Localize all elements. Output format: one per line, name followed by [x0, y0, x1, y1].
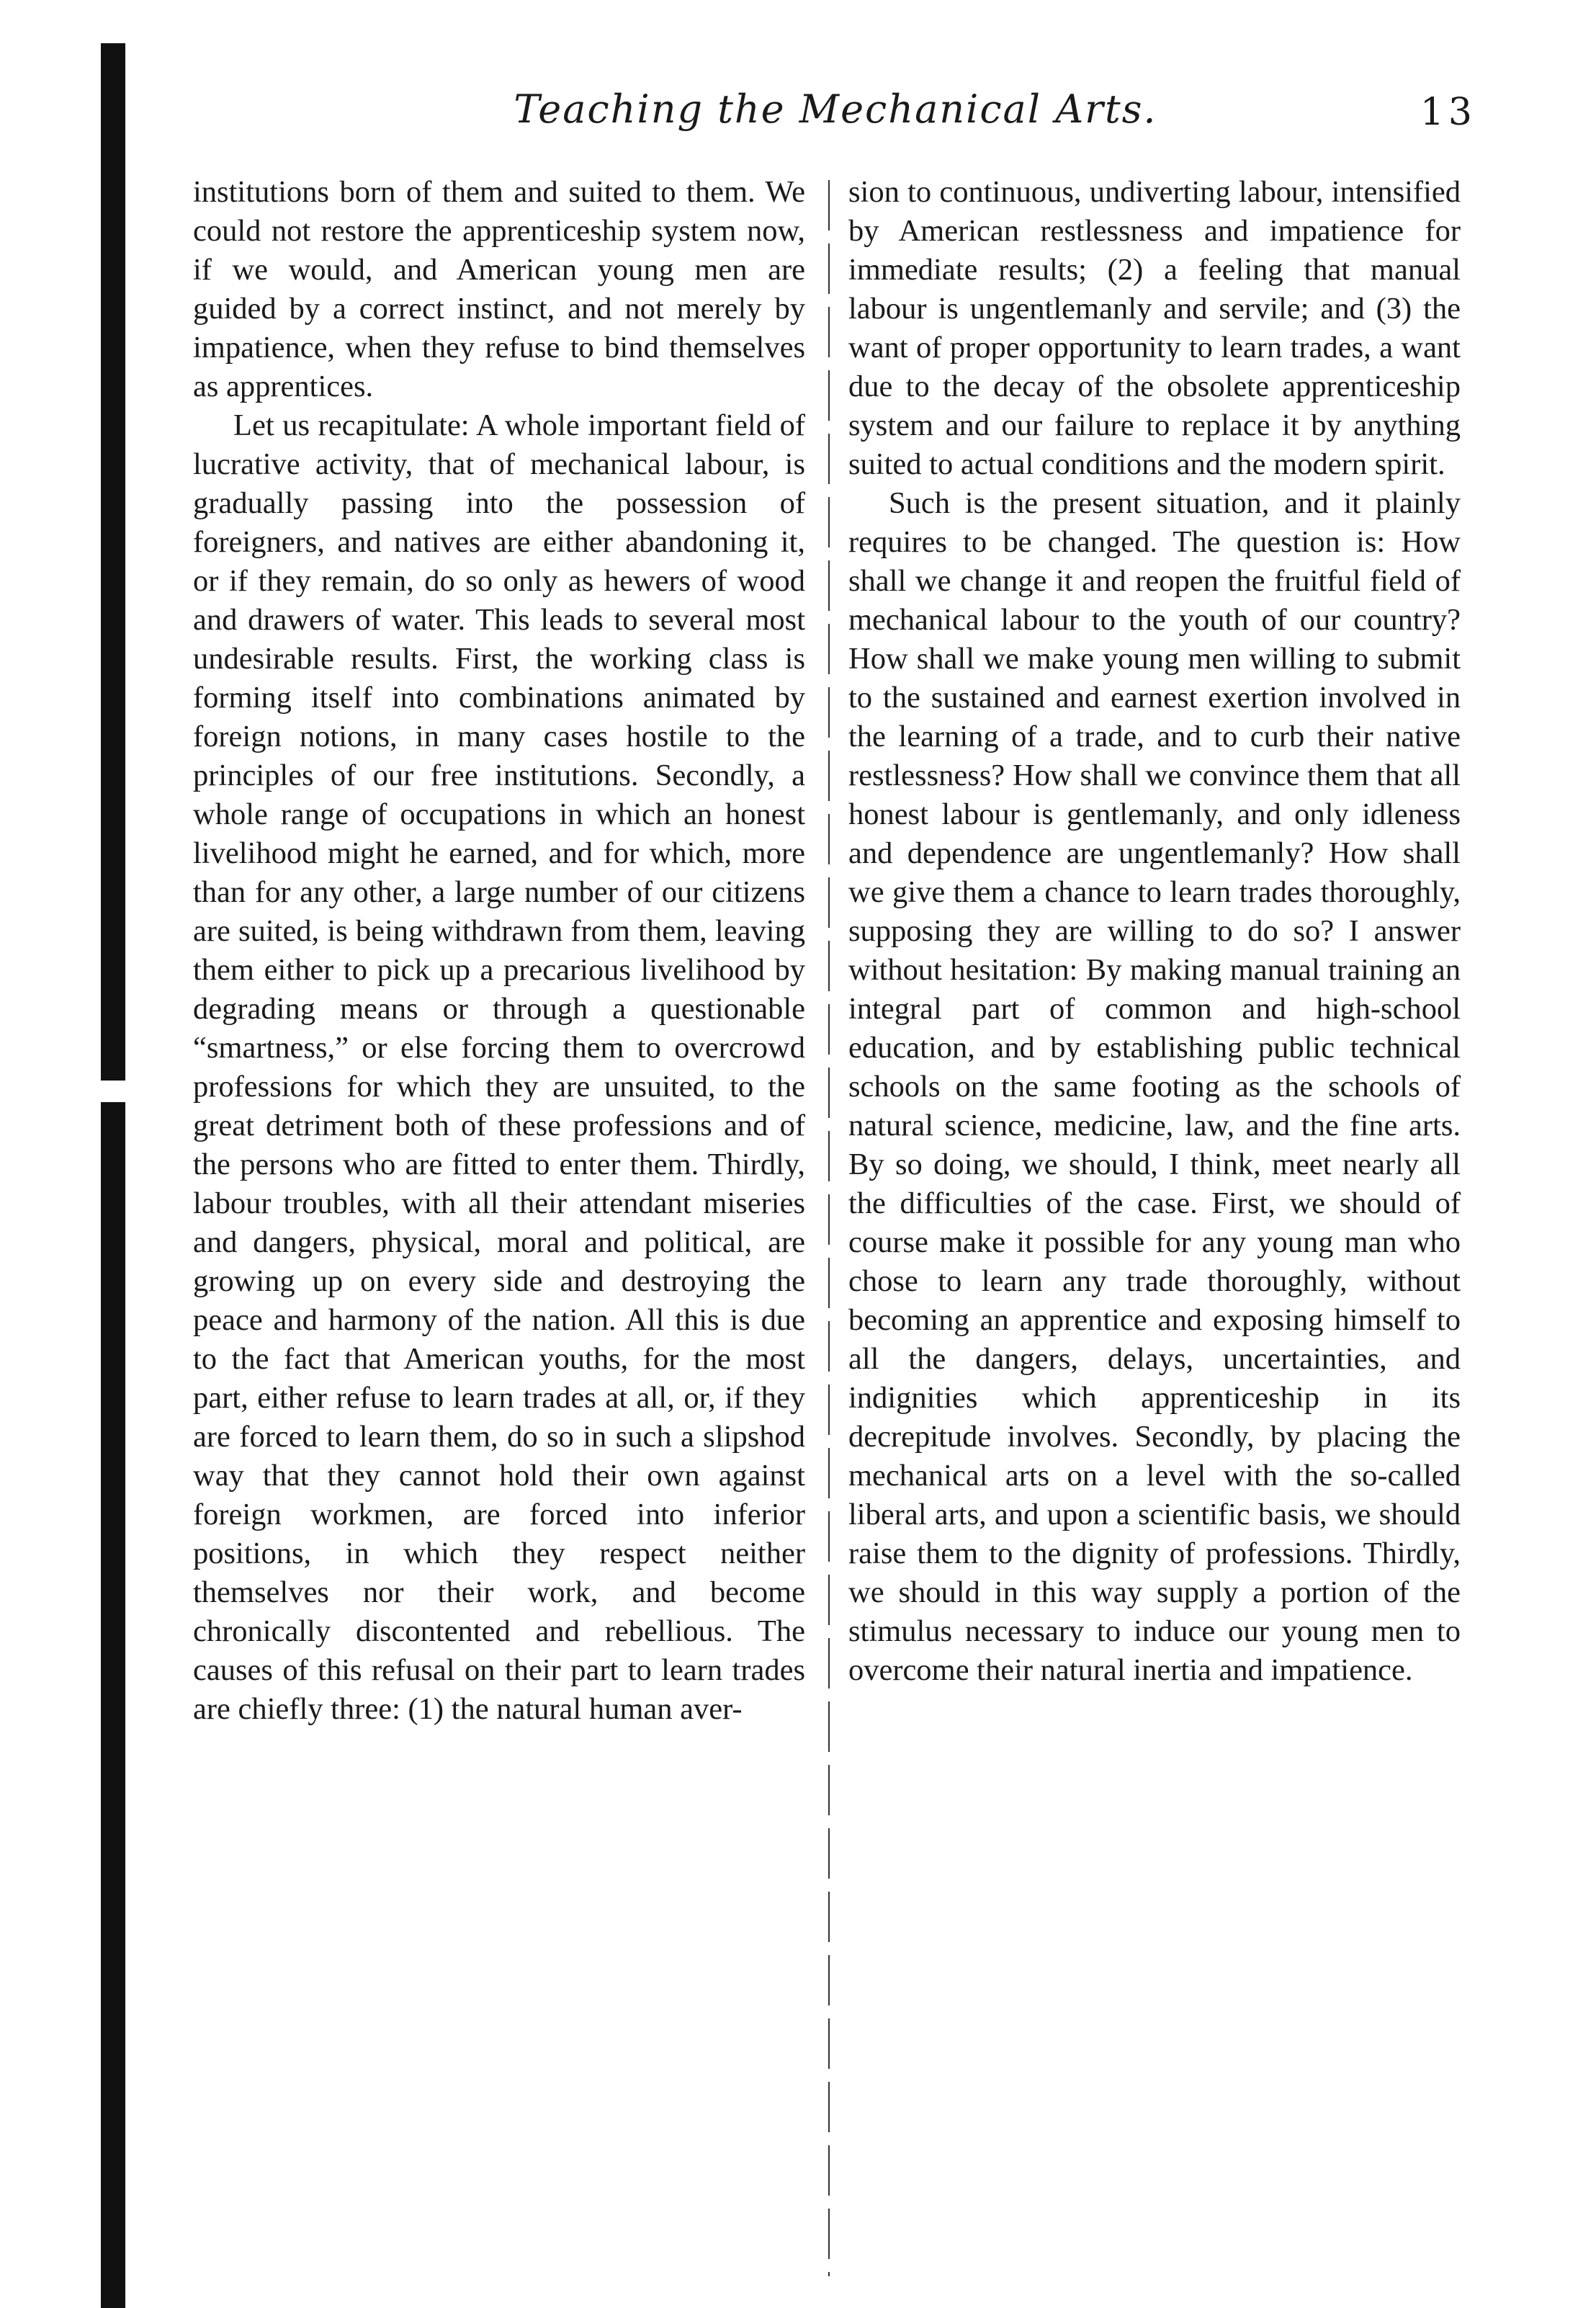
running-title: Teaching the Mechanical Arts. — [514, 86, 1157, 132]
paragraph: Such is the present situation, and it plainly requires to be changed. The question is: How shall we change it and reopen the fruitful field of mechanical labour to the youth of our country? How shall we make young men willing to submit to the sustained and earnest exertion involved in the learning of a trade, and to curb their native restlessness? How shall we convince them that all honest labour is gentlemanly, and only idleness and dependence are ungentlemanly? How shall we give them a chance to learn trades thoroughly, supposing they are willing to do so? I answer without hesitation: By making manual training an integral part of common and high-school education, and by establishing public technical schools on the same footing as the schools of natural science, medicine, law, and the fine arts. By so doing, we should, I think, meet nearly all the difficulties of the case. First, we should of course make it possible for any young man who chose to learn any trade thoroughly, without becoming an apprentice and exposing himself to all the dangers, delays, uncertainties, and indignities which apprenticeship in its decrepitude involves. Secondly, by placing the mechanical arts on a level with the so-called liberal arts, and upon a scientific basis, we should raise them to the dignity of professions. Thirdly, we should in this way supply a portion of the stimulus necessary to induce our young men to overcome their natural inertia and impatience. — [848, 486, 1461, 1687]
right-column — [848, 173, 1461, 1690]
paragraph: institutions born of them and suited to them. We could not restore the apprenticeship system now, if we would, and American young men are guided by a correct instinct, and not merely by impatience, when they refuse to bind themselves as apprentices. — [193, 175, 805, 403]
page-header — [194, 81, 1476, 146]
page-number: 13 — [1420, 91, 1476, 134]
paragraph: sion to continuous, undiverting labour, intensified by American restlessness and impatience for immediate results; (2) a feeling that manual labour is ungentlemanly and servile; and (3) the want of proper opportunity to learn trades, a want due to the decay of the obsolete apprenticeship system and our failure to replace it by anything suited to actual conditions and the modern spirit. — [848, 175, 1461, 481]
left-column — [193, 173, 805, 1729]
column-divider — [828, 180, 830, 2276]
binding-gap — [101, 1081, 125, 1102]
binding-edge — [101, 43, 125, 2308]
paragraph: Let us recapitulate: A whole important field of lucrative activity, that of mechanical labour, is gradually passing into the possession of foreigners, and natives are either abandoning it, or if they remain, do so only as hewers of wood and drawers of water. This leads to several most undesirable results. First, the working class is forming itself into combinations animated by foreign notions, in many cases hostile to the principles of our free institutions. Secondly, a whole range of occupations in which an honest livelihood might he earned, and for which, more than for any other, a large number of our citizens are suited, is being withdrawn from them, leaving them either to pick up a precarious livelihood by degrading means or through a questionable “smartness,” or else forcing them to overcrowd professions for which they are unsuited, to the great detriment both of these professions and of the persons who are fitted to enter them. Thirdly, labour troubles, with all their attendant miseries and dangers, physical, moral and political, are growing up on every side and destroying the peace and harmony of the nation. All this is due to the fact that American youths, for the most part, either refuse to learn trades at all, or, if they are forced to learn them, do so in such a slipshod way that they cannot hold their own against foreign workmen, are forced into inferior positions, in which they respect neither themselves nor their work, and become chronically discontented and rebellious. The causes of this refusal on their part to learn trades are chiefly three: (1) the natural human aver- — [193, 408, 805, 1726]
